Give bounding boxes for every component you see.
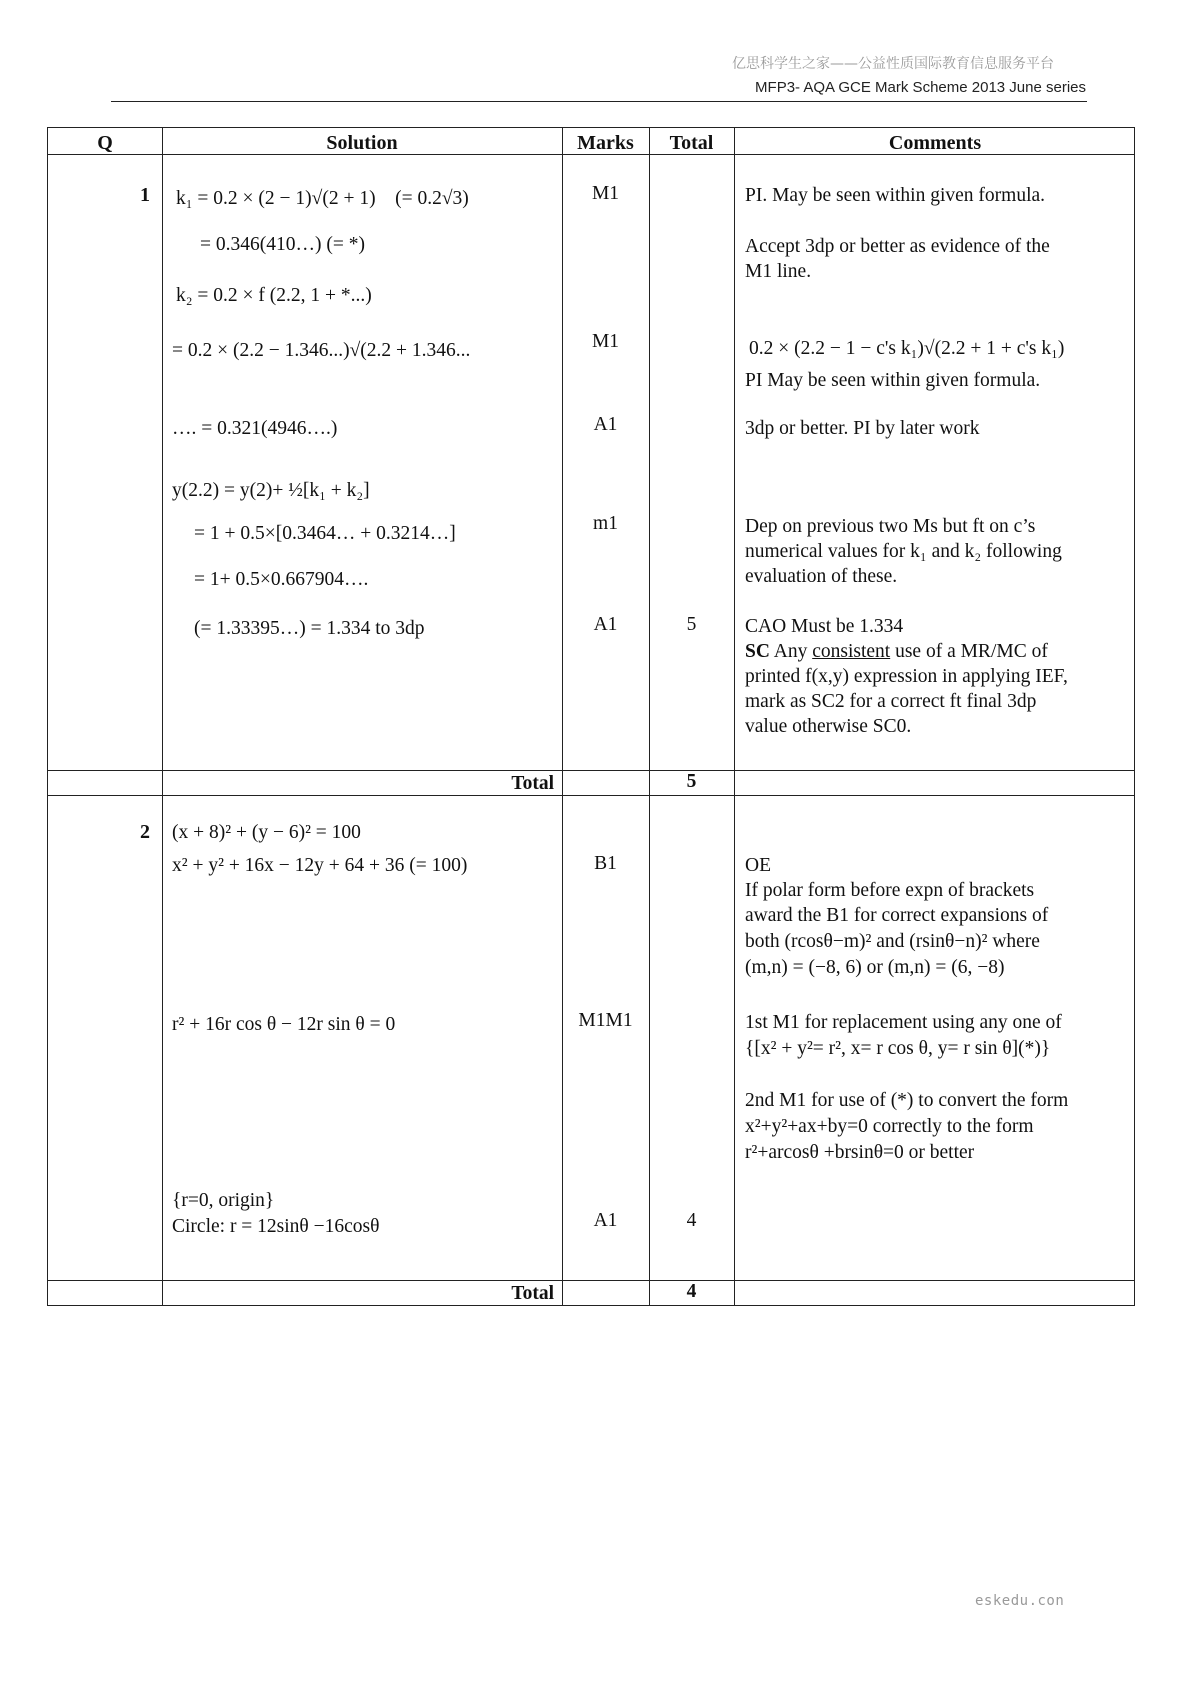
q1-sol-k1-value: (= 0.2√3)	[395, 188, 469, 209]
q2-comment-9: x²+y²+ax+by=0 correctly to the form	[745, 1116, 1034, 1137]
col-header-comments: Comments	[888, 132, 982, 154]
col-divider-total	[734, 128, 735, 1305]
q2-mark-3: A1	[593, 1210, 618, 1231]
q2-mark-2: M1M1	[578, 1010, 633, 1031]
q1-comment-7b: use of a MR/MC of	[890, 641, 1048, 662]
col-header-q: Q	[97, 132, 113, 154]
q1-comment-6: CAO Must be 1.334	[745, 616, 904, 637]
q2-comment-5: (m,n) = (−8, 6) or (m,n) = (6, −8)	[745, 957, 1005, 978]
q1-solution-line-8: = 1+ 0.5×0.667904….	[194, 569, 369, 590]
q2-comment-1: OE	[745, 855, 771, 876]
q1-solution-line-4: = 0.2 × (2.2 − 1.346...)√(2.2 + 1.346...	[172, 340, 471, 361]
q1-comment-2a: Accept 3dp or better as evidence of the	[745, 236, 1050, 257]
q2-total-value: 4	[686, 1210, 697, 1231]
q1-solution-line-2: = 0.346(410…) (= *)	[200, 234, 365, 255]
col-header-solution: Solution	[326, 132, 398, 154]
col-divider-q	[162, 128, 163, 1305]
q1-comment-sc-label: SC	[745, 641, 770, 662]
q2-comment-3: award the B1 for correct expansions of	[745, 905, 1049, 926]
q1-comment-7a: Any	[769, 641, 813, 662]
q1-mark-1: M1	[591, 183, 620, 204]
q1-solution-line-1	[176, 186, 469, 212]
col-header-total: Total	[669, 132, 714, 154]
q1-comment-consistent: consistent	[812, 641, 891, 662]
q1-solution-line-5: …. = 0.321(4946….)	[172, 418, 338, 439]
q1-mark-4: m1	[593, 513, 618, 534]
col-divider-solution	[562, 128, 563, 1305]
q2-comment-6: 1st M1 for replacement using any one of	[745, 1012, 1062, 1033]
footer-site-url: eskedu.con	[975, 1593, 1065, 1609]
q2-solution-line-1: (x + 8)² + (y − 6)² = 100	[172, 822, 361, 843]
col-header-marks: Marks	[577, 132, 634, 154]
q1-row-total: 5	[686, 771, 697, 792]
q1-comment-5a: Dep on previous two Ms but ft on c’s	[745, 516, 1036, 537]
q2-comment-7: {[x² + y²= r², x= r cos θ, y= r sin θ](*)}	[745, 1038, 1051, 1059]
q1-comment-1: PI. May be seen within given formula.	[745, 185, 1046, 206]
q2-mark-1: B1	[594, 853, 617, 874]
q1-number: 1	[140, 184, 150, 206]
q2-solution-line-4: {r=0, origin}	[172, 1190, 275, 1211]
q2-comment-8: 2nd M1 for use of (*) to convert the form	[745, 1090, 1069, 1111]
q1-comment-4: 3dp or better. PI by later work	[745, 418, 980, 439]
q1-comment-8: printed f(x,y) expression in applying IEF,	[745, 666, 1068, 687]
q2-row-total: 4	[686, 1281, 697, 1302]
header-rule	[111, 101, 1087, 102]
q1-comment-9: mark as SC2 for a correct ft final 3dp	[745, 691, 1037, 712]
header-document-title: MFP3- AQA GCE Mark Scheme 2013 June series	[755, 79, 1086, 96]
q1-comment-3a: 0.2 × (2.2 − 1 − c's k₁)√(2.2 + 1 + c's k₁)	[749, 338, 1065, 359]
header-site-name: 亿思科学生之家——公益性质国际教育信息服务平台	[732, 56, 1054, 72]
q1-solution-line-7: = 1 + 0.5×[0.3464… + 0.3214…]	[194, 523, 456, 544]
q2-number: 2	[140, 821, 150, 843]
q1-solution-line-3: k₂ = 0.2 × f (2.2, 1 + *...)	[176, 285, 372, 306]
q1-mark-5: A1	[593, 614, 618, 635]
q2-solution-line-5: Circle: r = 12sinθ −16cosθ	[172, 1216, 380, 1237]
col-divider-marks	[649, 128, 650, 1305]
q1-solution-line-9: (= 1.33395…) = 1.334 to 3dp	[194, 618, 425, 639]
q2-total-label: Total	[511, 1283, 554, 1304]
q1-comment-2b: M1 line.	[745, 261, 812, 282]
q2-solution-line-3: r² + 16r cos θ − 12r sin θ = 0	[172, 1014, 396, 1035]
q1-comment-5c: evaluation of these.	[745, 566, 898, 587]
mark-scheme-table	[47, 127, 1135, 1306]
q1-comment-5b: numerical values for k₁ and k₂ following	[745, 541, 1062, 562]
q1-total-label: Total	[511, 773, 554, 794]
q2-comment-10: r²+arcosθ +brsinθ=0 or better	[745, 1142, 975, 1163]
q1-solution-line-6: y(2.2) = y(2)+ ½[k₁ + k₂]	[172, 480, 370, 501]
q2-comment-4: both (rcosθ−m)² and (rsinθ−n)² where	[745, 931, 1040, 952]
q2-solution-line-2: x² + y² + 16x − 12y + 64 + 36 (= 100)	[172, 855, 468, 876]
q1-comment-7	[745, 639, 1048, 665]
q1-total-value: 5	[686, 614, 697, 635]
q1-mark-3: A1	[593, 414, 618, 435]
q1-comment-10: value otherwise SC0.	[745, 716, 912, 737]
q1-mark-2: M1	[591, 331, 620, 352]
q1-comment-3b: PI May be seen within given formula.	[745, 370, 1041, 391]
q1-sol-k1-formula: k₁ = 0.2 × (2 − 1)√(2 + 1)	[176, 188, 376, 209]
q2-comment-2: If polar form before expn of brackets	[745, 880, 1035, 901]
